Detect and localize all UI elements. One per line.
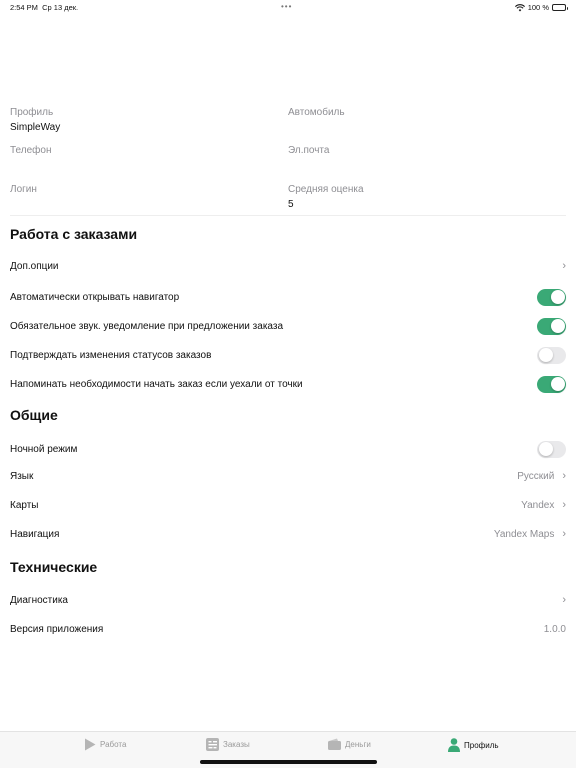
confirm-status-row xyxy=(10,344,566,366)
tab-work[interactable] xyxy=(84,738,126,751)
phone-cell xyxy=(10,145,280,172)
navigation-value: Yandex Maps xyxy=(493,528,555,540)
email-cell xyxy=(288,145,558,172)
maps-row[interactable] xyxy=(10,494,566,516)
battery-icon xyxy=(552,4,566,11)
login-value xyxy=(10,199,280,211)
auto-navigator-label: Автоматически открывать навигатор xyxy=(10,291,180,303)
tab-money-label: Деньги xyxy=(345,739,371,749)
navigation-label: Навигация xyxy=(10,528,60,540)
list-icon xyxy=(206,738,219,751)
sound-notification-row xyxy=(10,315,566,337)
play-icon xyxy=(84,738,96,751)
navigation-row[interactable] xyxy=(10,523,566,545)
confirm-status-label: Подтверждать изменения статусов заказов xyxy=(10,349,212,361)
maps-label: Карты xyxy=(10,499,39,511)
status-time: 2:54 PM Ср 13 дек. xyxy=(10,3,79,12)
wallet-icon xyxy=(328,738,341,750)
car-value xyxy=(288,122,558,134)
version-row xyxy=(10,618,566,640)
home-indicator[interactable] xyxy=(200,760,377,764)
language-row[interactable] xyxy=(10,465,566,487)
night-mode-toggle[interactable] xyxy=(537,441,566,458)
person-icon xyxy=(448,738,460,752)
email-value xyxy=(288,160,558,172)
night-mode-row xyxy=(10,438,566,460)
tab-profile[interactable] xyxy=(448,738,499,752)
night-mode-label: Ночной режим xyxy=(10,443,78,455)
tab-orders[interactable] xyxy=(206,738,250,751)
chevron-right-icon: › xyxy=(562,527,566,540)
remind-start-toggle[interactable] xyxy=(537,376,566,393)
tab-work-label: Работа xyxy=(100,740,127,749)
section-title-technical: Технические xyxy=(10,559,98,575)
chevron-right-icon: › xyxy=(562,593,566,606)
remind-start-row xyxy=(10,373,566,395)
phone-label: Телефон xyxy=(10,145,52,156)
rating-label: Средняя оценка xyxy=(288,184,364,195)
chevron-right-icon: › xyxy=(562,469,566,482)
tab-profile-label: Профиль xyxy=(464,740,499,750)
profile-label: Профиль xyxy=(10,107,54,118)
maps-value: Yandex xyxy=(521,499,555,511)
auto-navigator-row xyxy=(10,286,566,308)
multitasking-dots[interactable]: ••• xyxy=(281,2,293,11)
rating-cell xyxy=(288,184,558,211)
wifi-icon xyxy=(515,4,525,12)
diagnostics-label: Диагностика xyxy=(10,594,68,606)
car-cell xyxy=(288,107,558,134)
tab-money[interactable] xyxy=(328,738,371,750)
section-title-orders: Работа с заказами xyxy=(10,226,138,242)
extra-options-row[interactable] xyxy=(10,255,566,277)
remind-start-label: Напоминать необходимости начать заказ если уехали от точки xyxy=(10,378,303,390)
chevron-right-icon: › xyxy=(562,259,566,272)
section-title-general: Общие xyxy=(10,407,58,423)
battery-percent: 100 % xyxy=(527,3,549,12)
confirm-status-toggle[interactable] xyxy=(537,347,566,364)
profile-cell xyxy=(10,107,280,134)
language-label: Язык xyxy=(10,470,34,482)
version-value: 1.0.0 xyxy=(543,623,566,635)
status-bar xyxy=(0,0,576,14)
chevron-right-icon: › xyxy=(562,498,566,511)
language-value: Русский xyxy=(517,470,555,482)
rating-value: 5 xyxy=(288,199,294,210)
car-label: Автомобиль xyxy=(288,107,345,118)
phone-value xyxy=(10,160,280,172)
profile-info xyxy=(10,100,566,216)
email-label: Эл.почта xyxy=(288,145,330,156)
extra-options-label: Доп.опции xyxy=(10,260,59,272)
sound-notification-label: Обязательное звук. уведомление при предложении заказа xyxy=(10,320,284,332)
auto-navigator-toggle[interactable] xyxy=(537,289,566,306)
diagnostics-row[interactable] xyxy=(10,589,566,611)
status-right xyxy=(515,3,566,12)
profile-value: SimpleWay xyxy=(10,122,61,133)
login-cell xyxy=(10,184,280,211)
tab-orders-label: Заказы xyxy=(223,740,250,749)
sound-notification-toggle[interactable] xyxy=(537,318,566,335)
login-label: Логин xyxy=(10,184,37,195)
version-label: Версия приложения xyxy=(10,623,104,635)
